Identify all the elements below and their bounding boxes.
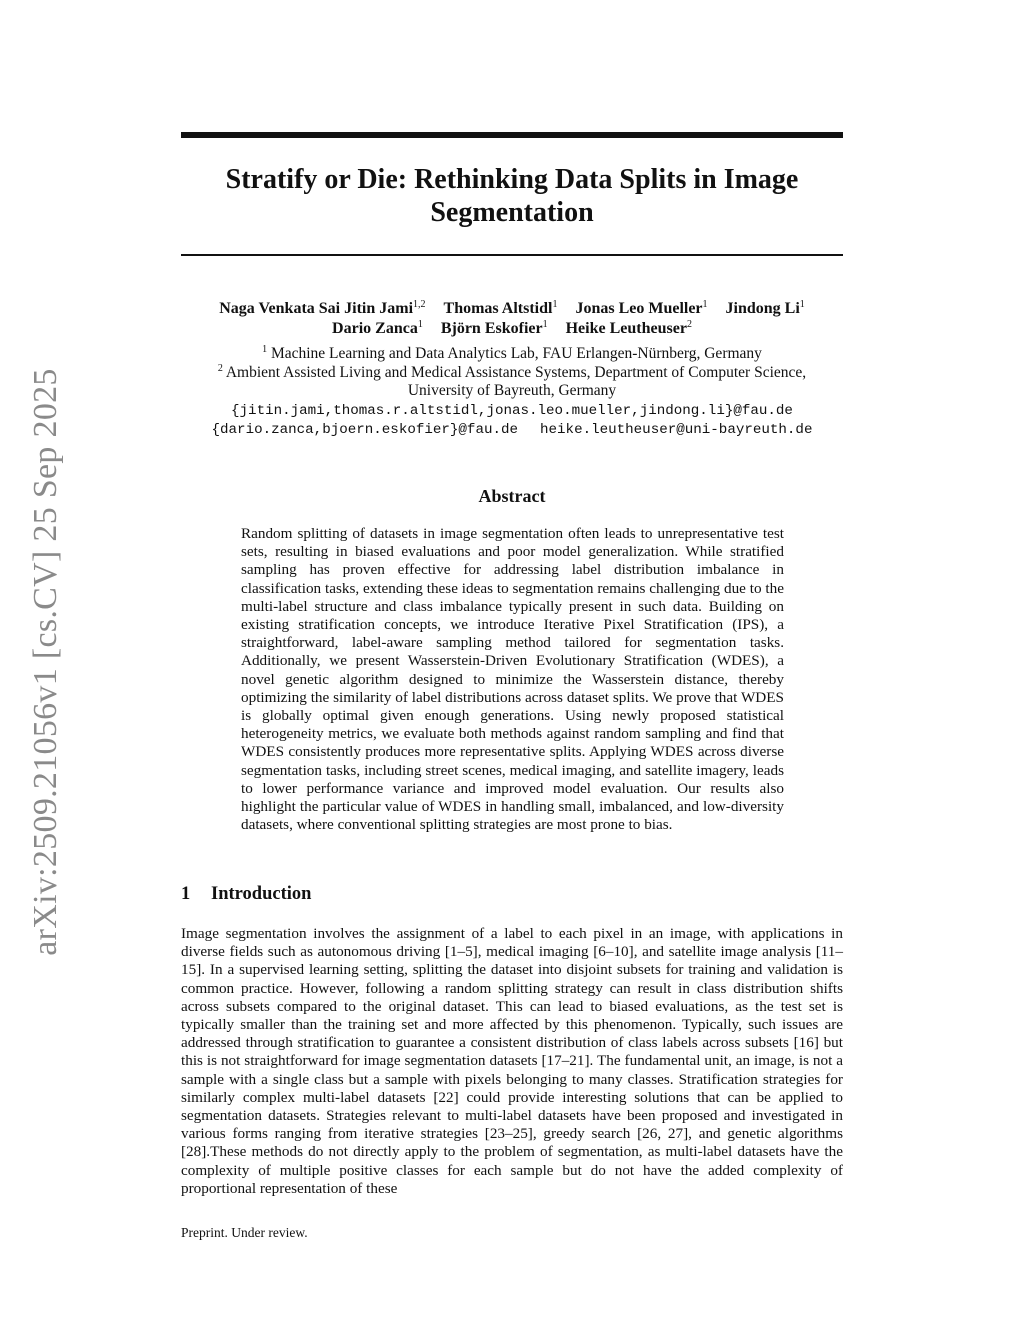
paper-title: Stratify or Die: Rethinking Data Splits in Image Segmentation [225, 164, 799, 228]
email-line[interactable]: {jitin.jami,thomas.r.altstidl,jonas.leo.mueller,jindong.li}@fau.de [231, 403, 793, 419]
title-bottom-rule [181, 254, 843, 256]
abstract-text: Random splitting of datasets in image segmentation often leads to unrepresentative test sets, resulting in biased evaluations and poor model generalization. While stratified sampling has proven effective for addressing label distribution imbalance in classification tasks, extending these ideas to segmentation remains challenging due to the multi-label structure and class imbalance typically present in such data. Building on existing stratification concepts, we introduce Iterative Pixel Stratification (IPS), a straightforward, label-aware sampling method tailored for segmentation tasks. Additionally, we present Wasserstein-Driven Evolutionary Stratification (WDES), a novel genetic algorithm designed to minimize the Wasserstein distance, thereby optimizing the similarity of label distributions across dataset splits. We prove that WDES is globally optimal given enough generations. Using newly proposed statistical heterogeneity metrics, we evaluate both methods against random sampling and find that WDES consistently produces more representative splits. Applying WDES across diverse segmentation tasks, including street scenes, medical imaging, and satellite imagery, leads to lower performance variance and improved model evaluation. Our results also highlight the particular value of WDES in handling small, imbalanced, and low-diversity datasets, where conventional splitting strategies are most prone to bias. [241, 525, 784, 834]
email-group[interactable]: {dario.zanca,bjoern.eskofier}@fau.de [211, 422, 519, 438]
author-emails [181, 402, 843, 440]
affiliation-line: $^2$ Ambient Assisted Living and Medical Assistance Systems, Department of Computer Science, [217, 362, 807, 381]
author-name: Jonas Leo Mueller$^1$ [575, 299, 708, 317]
section-heading-introduction [181, 884, 311, 905]
author-name: Heike Leutheuser$^2$ [565, 319, 692, 337]
title-top-rule [181, 132, 843, 138]
affiliation-line: University of Bayreuth, Germany [407, 382, 617, 399]
preprint-footer: Preprint. Under review. [181, 1225, 308, 1240]
author-line-1 [181, 299, 843, 319]
author-name: Naga Venkata Sai Jitin Jami$^{1,2}$ [219, 299, 426, 317]
affiliation-line: $^1$ Machine Learning and Data Analytics Lab, FAU Erlangen-Nürnberg, Germany [262, 344, 762, 362]
arxiv-identifier-stamp: arXiv:2509.21056v1 [cs.CV] 25 Sep 2025 [27, 368, 64, 956]
section-number: 1 [181, 884, 191, 904]
email-line [181, 421, 843, 440]
author-list [181, 299, 843, 339]
section-title: Introduction [211, 884, 312, 904]
introduction-text: Image segmentation involves the assignment of a label to each pixel in an image, with applications in diverse fields such as autonomous driving [1–5], medical imaging [6–10], and satellite image analysis [11–15]. In a supervised learning setting, splitting the dataset into disjoint subsets for training and validation is common practice. However, following a random splitting strategy can result in class distribution shifts across subsets compared to the original dataset. This can lead to biased evaluations, as the test set is typically smaller than the training set and more affected by this phenomenon. Typically, such issues are addressed through stratification to guarantee a consistent distribution of class labels across subsets [16] but this is not straightforward for image segmentation datasets [17–21]. The fundamental unit, an image, is not a sample with a single class but a sample with pixels belonging to many classes. Stratification strategies for similarly complex multi-label datasets [22] could provide interesting solutions that can be applied to segmentation datasets. Strategies relevant to multi-label datasets have been proposed and investigated in various forms ranging from iterative strategies [23–25], greedy search [26, 27], and genetic algorithms [28].These methods do not directly apply to the problem of segmentation, as multi-label datasets have the complexity of multiple positive classes for each sample but do not have the added complexity of proportional representation of these [181, 925, 843, 1197]
email-address[interactable]: heike.leutheuser@uni-bayreuth.de [540, 422, 813, 438]
affiliations [181, 345, 843, 401]
author-name: Dario Zanca$^1$ [332, 319, 423, 337]
author-name: Thomas Altstidl$^1$ [443, 299, 558, 317]
abstract-heading: Abstract [478, 486, 546, 506]
author-line-2 [181, 319, 843, 339]
author-name: Jindong Li$^1$ [725, 299, 805, 317]
author-name: Björn Eskofier$^1$ [440, 319, 548, 337]
